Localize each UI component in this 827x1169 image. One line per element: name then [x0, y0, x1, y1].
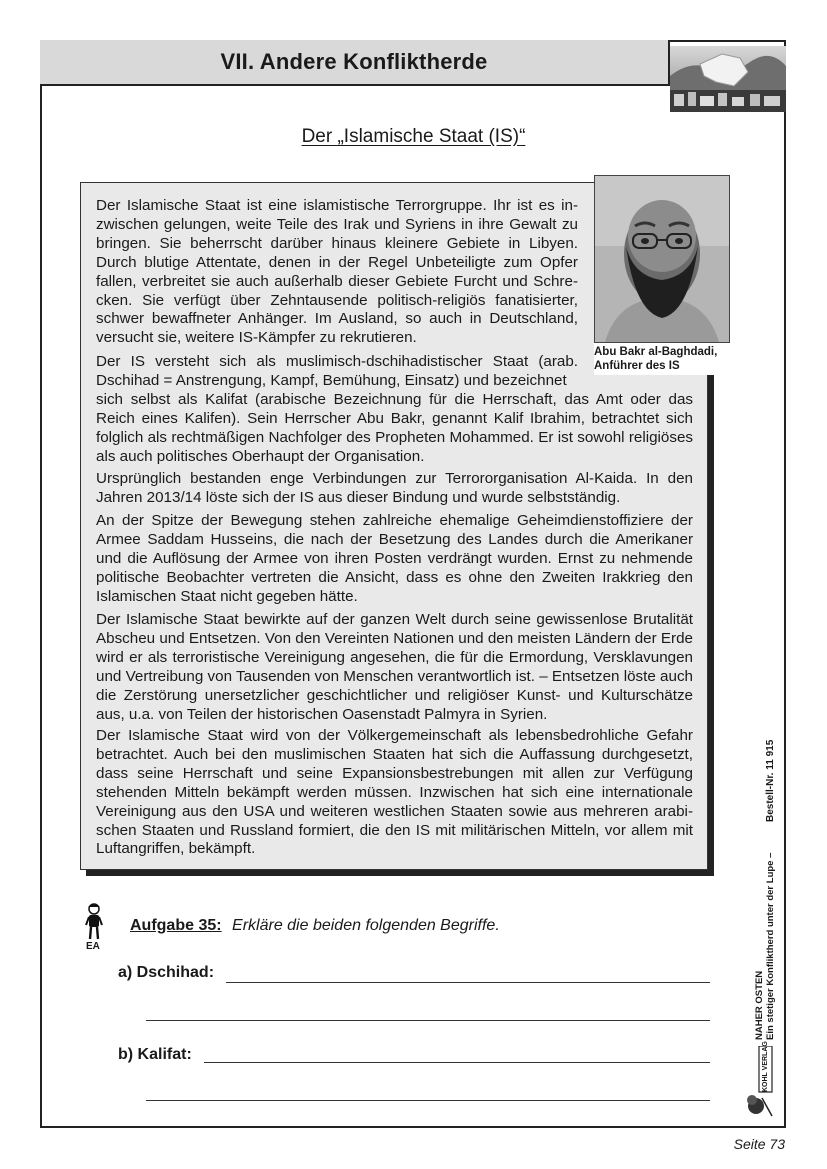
portrait-caption-line1: Abu Bakr al-Baghdadi,: [594, 346, 718, 358]
answer-line-dschihad-2[interactable]: [146, 1020, 710, 1021]
portrait-figure: [594, 175, 730, 375]
answer-line-kalifat-2[interactable]: [146, 1100, 710, 1101]
task-instruction: [130, 917, 500, 935]
answer-line-kalifat-1[interactable]: [204, 1062, 710, 1063]
paragraph-2-continued: sich selbst als Kalifat (arabische Bezeichnung für die Herrschaft, das Amt oder das Reich eines Kalifen). Sein Herrscher Abu Bakr, genannt Kalif Ibrahim, betrachtet sich folglich als rechtmäßigen Nachfolger des Propheten Mohammed. Er ist sowohl religiöses als auch politisches Oberhaupt der Organisation.: [96, 391, 693, 465]
task-text: Erkläre die beiden folgenden Begriffe.: [232, 917, 500, 934]
header-map-image: [670, 46, 786, 112]
task-mode-badge: EA: [86, 941, 100, 952]
paragraph-6: Der Islamische Staat wird von der Völkergemeinschaft als lebensbedrohliche Gefahr betrachtet. Auch bei den muslimischen Staaten hat sich die Auffassung durchgesetzt, dass seine Herrschaft und seine Expansionsbestrebungen mit allen zur Verfügung stehenden Mitteln bekämpft werden müssen. Inzwischen hat sich eine internationale Vereinigung aus den USA und weiteren westlichen Staaten sowie aus mehreren arabischen Staaten und Russland formiert, die den IS mit militärischen Mitteln, vor allem mit Luftangriffen, bekämpft.: [96, 727, 693, 858]
portrait-caption: [594, 345, 717, 373]
book-title-line1: NAHER OSTEN: [754, 970, 765, 1040]
book-title-line2: Ein stetiger Konfliktherd unter der Lupe –: [765, 852, 776, 1040]
answer-label-kalifat: b) Kalifat:: [118, 1046, 192, 1063]
paragraph-4: An der Spitze der Bewegung stehen zahlreiche ehemalige Geheimdienstoffiziere der Armee Saddam Husseins, die nach der Besetzung des Landes durch die Amerikaner und die Auflösung der Armee von ihren Posten verdrängt wurden. Ernst zu nehmende politische Beobachter vertreten die Ansicht, dass es ohne den Zweiten Irakkrieg den Islamischen Staat nicht gegeben hätte.: [96, 512, 693, 605]
chapter-header: [40, 40, 670, 86]
task-label: Aufgabe 35:: [130, 917, 222, 934]
paragraph-1: Der Islamische Staat ist eine islamistische Terrorgruppe. Ihr ist es inzwischen gelungen, weite Teile des Irak und Syriens in ihre Gewalt zu bringen. Sie beherrscht darüber hinaus kleinere Gebiete in Libyen. Durch blutige Attentate, denen in der Regel Unbeteiligte zum Opfer fallen, verbreitet sie auch außerhalb dieser Gebiete Furcht und Schrecken. Sie verfügt über Zehntausende politisch-religiös fanatisierter, schwer bewaffneter Anhänger. Im Ausland, so auch in Deutschland, versucht sie, weitere IS-Kämpfer zu rekrutieren.: [96, 197, 578, 347]
publisher-logo: [746, 1046, 774, 1118]
chapter-title: VII. Andere Konfliktherde: [220, 49, 488, 74]
order-number: Bestell-Nr. 11 915: [765, 739, 776, 822]
page-number: Seite 73: [733, 1136, 785, 1152]
paragraph-3: Ursprünglich bestanden enge Verbindungen zur Terrororganisation Al-Kaida. In den Jahren 2013/14 löste sich der IS aus dieser Bindung und wurde selbstständig.: [96, 470, 693, 506]
paragraph-2: Der IS versteht sich als muslimisch-dschihadistischer Staat (arab. Dschihad = Anstrengung, Kampf, Bemühung, Einsatz) und bezeichnet: [96, 353, 578, 389]
portrait-photo: [594, 175, 730, 343]
answer-label-dschihad: a) Dschihad:: [118, 964, 215, 981]
publisher-name: KOHL VERLAG: [762, 1041, 769, 1092]
answer-line-dschihad-1[interactable]: [226, 982, 710, 983]
article-title: Der „Islamische Staat (IS)“: [301, 126, 526, 147]
paragraph-5: Der Islamische Staat bewirkte auf der ganzen Welt durch seine gewissenlose Brutalität Abscheu und Entsetzen. Von den Vereinten Nationen und den meisten Ländern der Erde wird er als terroristische Vereinigung angesehen, die für die Ermordung, Versklavungen und Vertreibung von Tausenden von Menschen verantwortlich ist. – Entsetzen löste auch die Zerstörung unersetzlicher geschichtlicher und religiöser Kunst- und Kulturschätze aus, u.a. von Teilen der historischen Oasenstadt Palmyra in Syrien.: [96, 611, 693, 723]
portrait-caption-line2: Anführer des IS: [594, 360, 680, 372]
